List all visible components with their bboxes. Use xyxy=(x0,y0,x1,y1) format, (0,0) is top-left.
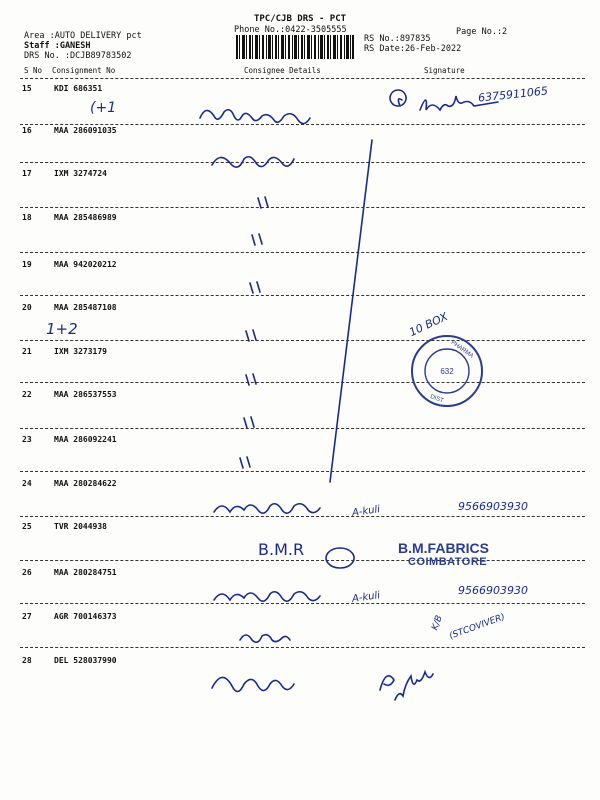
svg-text:PHARMA: PHARMA xyxy=(449,339,475,360)
handwritten-name-1: A-kuli xyxy=(351,504,381,519)
col-consignment: Consignment No xyxy=(52,66,116,75)
row-sno: 15 xyxy=(22,84,32,93)
barcode-image xyxy=(236,35,354,59)
drs-number: DRS No. :DCJB89783502 xyxy=(24,51,132,61)
row-divider xyxy=(20,516,585,517)
row-consignment: TVR 2044938 xyxy=(54,522,107,531)
handwritten-box-count: 10 BOX xyxy=(407,309,450,340)
handwritten-name-2: A-kuli xyxy=(351,590,381,605)
row-sno: 17 xyxy=(22,169,32,178)
row-consignment: MAA 285487108 xyxy=(54,303,117,312)
col-signature: Signature xyxy=(424,66,465,75)
staff-label: Staff :GANESH xyxy=(24,41,91,51)
svg-text:DIST: DIST xyxy=(429,394,445,405)
page-number: Page No.:2 xyxy=(456,27,508,37)
row-consignment: MAA 280284622 xyxy=(54,479,117,488)
row-divider xyxy=(20,471,585,472)
row-divider xyxy=(20,647,585,648)
company-seal-stamp xyxy=(408,332,486,410)
row-sno: 25 xyxy=(22,522,32,531)
row-sno: 27 xyxy=(22,612,32,621)
sheet-title: TPC/CJB DRS - PCT xyxy=(253,14,347,24)
handwritten-kb: K/B xyxy=(430,614,445,632)
row-consignment: DEL 528037990 xyxy=(54,656,117,665)
svg-text:632: 632 xyxy=(440,367,454,376)
rs-number: RS No.:897835 xyxy=(364,34,431,44)
area-label: Area :AUTO DELIVERY pct xyxy=(24,31,142,41)
row-divider xyxy=(20,295,585,296)
row-divider xyxy=(20,252,585,253)
handwritten-phone-3: 9566903930 xyxy=(458,584,528,597)
row-divider xyxy=(20,162,585,163)
header-divider xyxy=(20,78,585,79)
row-consignment: AGR 700146373 xyxy=(54,612,117,621)
rs-block xyxy=(364,34,461,54)
row-consignment: MAA 286537553 xyxy=(54,390,117,399)
row-sno: 20 xyxy=(22,303,32,312)
row-sno: 21 xyxy=(22,347,32,356)
row-divider xyxy=(20,207,585,208)
col-sno: S No xyxy=(24,66,43,75)
row-consignment: MAA 280284751 xyxy=(54,568,117,577)
handwritten-kb-note: (STCOVIVER) xyxy=(448,612,507,642)
row-consignment: MAA 285486989 xyxy=(54,213,117,222)
rs-date: RS Date:26-Feb-2022 xyxy=(364,44,462,54)
row-divider xyxy=(20,382,585,383)
handwritten-bmr: B.M.R xyxy=(258,540,305,559)
row-sno: 18 xyxy=(22,213,32,222)
row-consignment: MAA 286092241 xyxy=(54,435,117,444)
row-sno: 19 xyxy=(22,260,32,269)
company-name-stamp xyxy=(398,540,538,568)
row-consignment: IXM 3274724 xyxy=(54,169,107,178)
handwritten-phone-1: 6375911065 xyxy=(477,84,549,105)
row-sno: 23 xyxy=(22,435,32,444)
stamp-line-1: B.M.FABRICS xyxy=(398,540,489,556)
col-consignee: Consignee Details xyxy=(244,66,321,75)
row-consignment: MAA 942020212 xyxy=(54,260,117,269)
phone-number: Phone No.:0422-3505555 xyxy=(234,25,347,35)
row-consignment: MAA 286091035 xyxy=(54,126,117,135)
row-consignment: KDI 686351 xyxy=(54,84,103,93)
row-sno: 24 xyxy=(22,479,32,488)
handwritten-note-1: (+1 xyxy=(90,100,117,116)
row-divider xyxy=(20,340,585,341)
row-sno: 26 xyxy=(22,568,32,577)
row-sno: 28 xyxy=(22,656,32,665)
stamp-line-2: COIMBATORE xyxy=(408,556,488,568)
handwritten-note-2: 1+2 xyxy=(46,320,78,338)
row-divider xyxy=(20,124,585,125)
row-divider xyxy=(20,428,585,429)
row-sno: 22 xyxy=(22,390,32,399)
row-divider xyxy=(20,603,585,604)
handwritten-phone-2: 9566903930 xyxy=(458,500,528,513)
area-block xyxy=(24,31,142,61)
row-sno: 16 xyxy=(22,126,32,135)
row-consignment: IXM 3273179 xyxy=(54,347,107,356)
